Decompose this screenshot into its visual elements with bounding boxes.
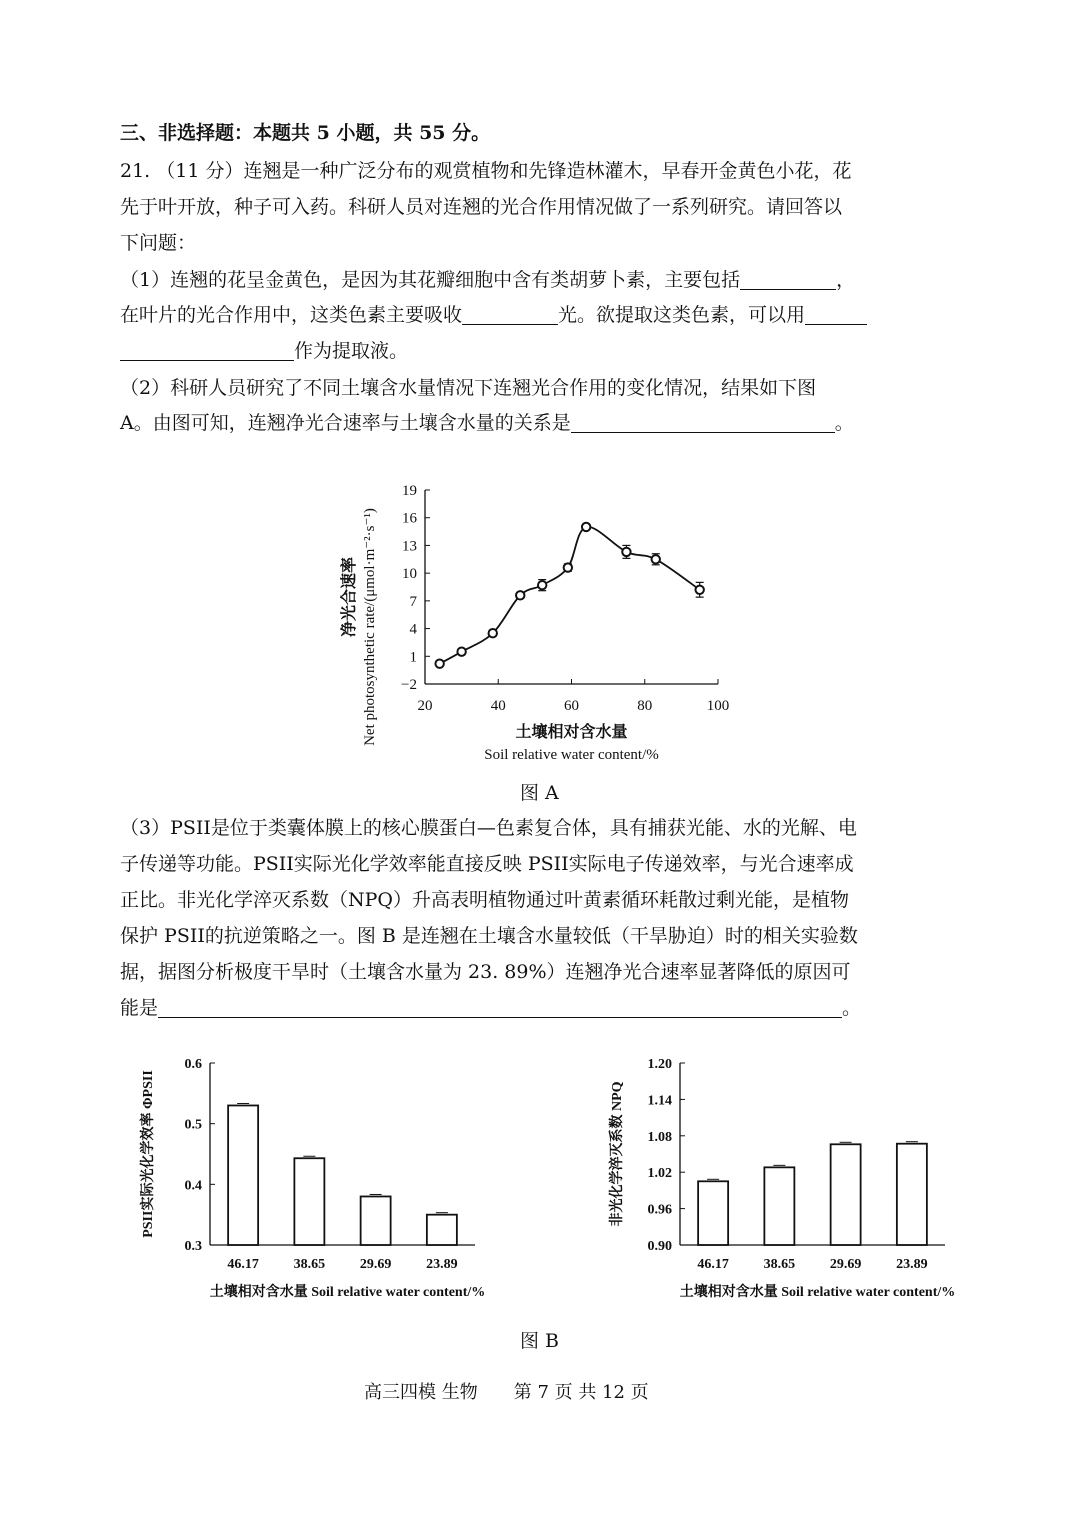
q21-part1-line3 bbox=[120, 333, 408, 369]
y-tick-label: 0.90 bbox=[647, 1239, 672, 1254]
q21-part2-line2 bbox=[120, 405, 854, 441]
answer-blank-solvent-b[interactable] bbox=[120, 338, 294, 361]
page-footer: 高三四模 生物 第 7 页 共 12 页 bbox=[364, 1382, 649, 1403]
q21-line-2: 先于叶开放，种子可入药。科研人员对连翘的光合作用情况做了一系列研究。请回答以 bbox=[120, 196, 843, 218]
y-tick-label: 1 bbox=[409, 649, 417, 666]
bar bbox=[427, 1215, 457, 1245]
y-tick-label: 0.4 bbox=[184, 1178, 202, 1194]
data-point bbox=[516, 591, 524, 599]
q21-part1-text-2a: 在叶片的光合作用中，这类色素主要吸收 bbox=[120, 304, 463, 326]
x-tick-label: 100 bbox=[706, 698, 730, 714]
x-tick-label: 80 bbox=[637, 698, 653, 714]
q21-part2-text: A。由图可知，连翘净光合速率与土壤含水量的关系是 bbox=[120, 412, 571, 434]
bar bbox=[831, 1144, 861, 1245]
x-tick-label: 23.89 bbox=[426, 1257, 458, 1272]
x-tick-label: 23.89 bbox=[896, 1257, 928, 1272]
data-point bbox=[695, 586, 703, 594]
x-tick-label: 20 bbox=[417, 698, 433, 714]
series-line bbox=[440, 527, 700, 664]
y-axis-label-en: Net photosynthetic rate/(μmol·m⁻²·s⁻¹) bbox=[362, 508, 378, 746]
y-tick-label: 0.6 bbox=[184, 1057, 202, 1072]
figure-b-right-chart bbox=[595, 1040, 985, 1310]
q21-part1-line2 bbox=[120, 297, 867, 333]
y-tick-label: 0.5 bbox=[184, 1117, 202, 1133]
figure-a-caption: 图 A bbox=[520, 782, 559, 804]
x-tick-label: 46.17 bbox=[227, 1257, 259, 1272]
data-point bbox=[489, 629, 497, 637]
x-axis-label-en: Soil relative water content/% bbox=[484, 747, 659, 763]
y-tick-label: 19 bbox=[402, 483, 417, 499]
q21-line-1: 21. （11 分）连翘是一种广泛分布的观赏植物和先锋造林灌木，早春开金黄色小花，花 bbox=[120, 160, 852, 182]
data-point bbox=[622, 548, 630, 556]
q21-part2-line1: （2）科研人员研究了不同土壤含水量情况下连翘光合作用的变化情况，结果如下图 bbox=[120, 377, 817, 399]
q21-part3-end: 。 bbox=[842, 997, 862, 1019]
x-tick-label: 38.65 bbox=[763, 1257, 796, 1272]
q21-part1-text: （1）连翘的花呈金黄色，是因为其花瓣细胞中含有类胡萝卜素，主要包括 bbox=[120, 269, 741, 291]
x-axis-label-cn: 土壤相对含水量 bbox=[515, 724, 628, 741]
y-axis-label-cn: 净光合速率 bbox=[341, 556, 358, 638]
answer-blank-carotenoids[interactable] bbox=[740, 267, 836, 290]
data-point bbox=[538, 581, 546, 589]
y-tick-label: 10 bbox=[402, 566, 417, 583]
x-tick-label: 29.69 bbox=[359, 1257, 392, 1272]
bar bbox=[698, 1181, 728, 1245]
q21-part2-end: 。 bbox=[834, 412, 854, 434]
q21-part3-line2: 子传递等功能。PSII实际光化学效率能直接反映 PSII实际电子传递效率，与光合速率成 bbox=[120, 853, 854, 875]
y-tick-label: 1.14 bbox=[647, 1093, 672, 1109]
q21-part3-line1: （3）PSII是位于类囊体膜上的核心膜蛋白—色素复合体，具有捕获光能、水的光解、电 bbox=[120, 817, 857, 839]
q21-part1-text-3: 作为提取液。 bbox=[294, 340, 409, 362]
y-tick-label: 0.3 bbox=[184, 1239, 202, 1254]
q21-part3-line6 bbox=[120, 990, 861, 1026]
q21-part3-line5: 据，据图分析极度干旱时（土壤含水量为 23. 89%）连翘净光合速率显著降低的原因可 bbox=[120, 961, 851, 983]
x-tick-label: 60 bbox=[564, 698, 579, 714]
y-tick-label: 1.02 bbox=[647, 1166, 672, 1182]
y-tick-label: 13 bbox=[402, 538, 417, 555]
q21-part3-line3: 正比。非光化学淬灭系数（NPQ）升高表明植物通过叶黄素循环耗散过剩光能，是植物 bbox=[120, 889, 849, 911]
section-title: 三、非选择题：本题共 5 小题，共 55 分。 bbox=[120, 122, 491, 144]
x-tick-label: 29.69 bbox=[829, 1257, 862, 1272]
answer-blank-reason[interactable] bbox=[158, 995, 842, 1018]
q21-part1-text-2b: 光。欲提取这类色素，可以用 bbox=[558, 304, 806, 326]
x-axis-label: 土壤相对含水量 Soil relative water content/% bbox=[679, 1285, 956, 1300]
answer-blank-solvent-a[interactable] bbox=[805, 302, 867, 325]
bar bbox=[294, 1158, 324, 1245]
data-point bbox=[652, 555, 660, 563]
data-point bbox=[435, 659, 443, 667]
x-axis-label: 土壤相对含水量 Soil relative water content/% bbox=[209, 1285, 486, 1300]
answer-blank-relationship[interactable] bbox=[571, 410, 835, 433]
answer-blank-light[interactable] bbox=[462, 302, 558, 325]
bar bbox=[897, 1144, 927, 1245]
figure-b-left-chart bbox=[130, 1040, 530, 1310]
bar bbox=[228, 1105, 258, 1245]
q21-line-3: 下问题： bbox=[120, 232, 197, 254]
figure-b-caption: 图 B bbox=[520, 1330, 560, 1352]
x-tick-label: 46.17 bbox=[697, 1257, 729, 1272]
data-point bbox=[457, 647, 465, 655]
q21-part3-text: 能是 bbox=[120, 997, 159, 1019]
y-tick-label: 16 bbox=[402, 510, 417, 527]
q21-part1-line1 bbox=[120, 262, 855, 298]
y-tick-label: 0.96 bbox=[647, 1202, 672, 1218]
y-axis-label: PSII实际光化学效率 ΦPSII bbox=[141, 1070, 156, 1238]
data-point bbox=[564, 563, 572, 571]
q21-part1-comma: ， bbox=[836, 269, 856, 291]
x-tick-label: 40 bbox=[490, 698, 506, 714]
x-tick-label: 38.65 bbox=[293, 1257, 326, 1272]
y-tick-label: 4 bbox=[409, 621, 417, 638]
y-tick-label: 1.08 bbox=[647, 1129, 672, 1145]
bar bbox=[764, 1167, 794, 1245]
y-tick-label: −2 bbox=[401, 677, 417, 693]
q21-part3-line4: 保护 PSII的抗逆策略之一。图 B 是连翘在土壤含水量较低（干旱胁迫）时的相关实验数 bbox=[120, 925, 858, 947]
figure-a-chart bbox=[330, 470, 750, 770]
bar bbox=[361, 1196, 391, 1245]
data-point bbox=[582, 523, 590, 531]
y-axis-label: 非光化学淬灭系数 NPQ bbox=[610, 1081, 625, 1227]
y-tick-label: 1.20 bbox=[647, 1057, 672, 1072]
y-tick-label: 7 bbox=[409, 593, 417, 610]
